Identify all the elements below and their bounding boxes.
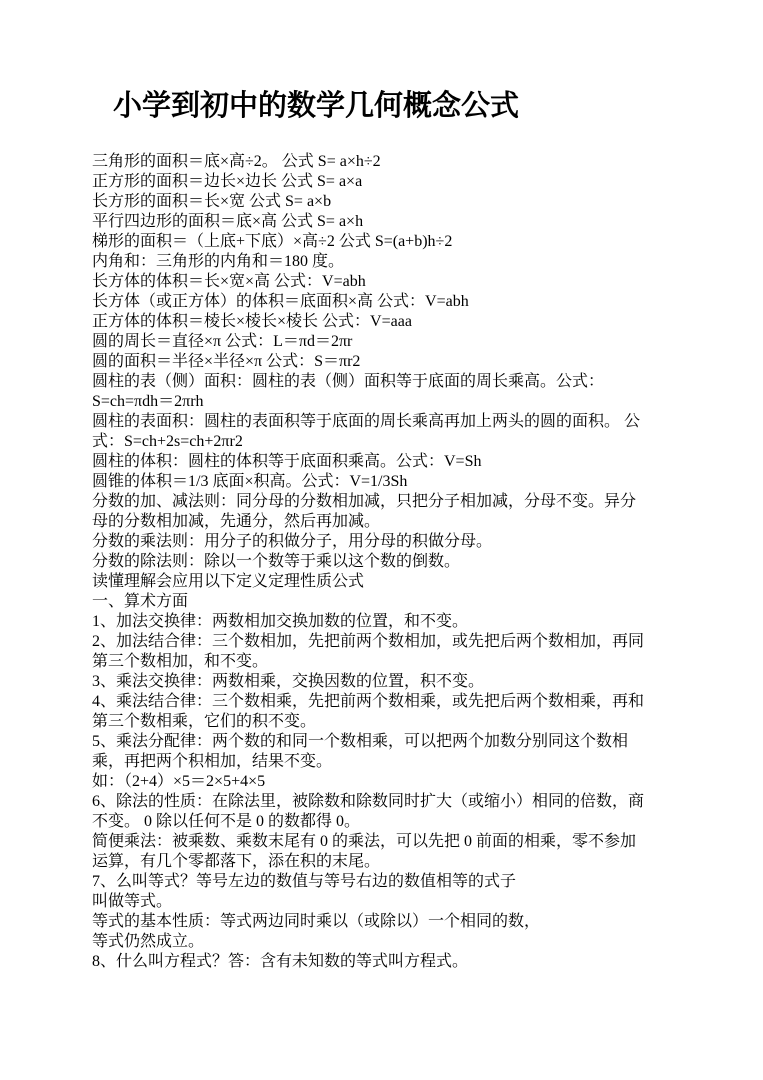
text-line: 圆锥的体积＝1/3 底面×积高。公式：V=1/3Sh [92,473,408,490]
text-line: 正方体的体积＝棱长×棱长×棱长 公式：V=aaa [92,313,412,330]
text-line: 运算，有几个零都落下，添在积的末尾。 [92,853,381,870]
text-line: 1、加法交换律：两数相加交换加数的位置，和不变。 [92,613,469,630]
text-line: 圆柱的体积：圆柱的体积等于底面积乘高。公式：V=Sh [92,453,482,470]
text-line: 正方形的面积＝边长×边长 公式 S= a×a [92,173,363,190]
text-line: 三角形的面积＝底×高÷2。 公式 S= a×h÷2 [92,153,381,170]
text-line: 6、除法的性质：在除法里，被除数和除数同时扩大（或缩小）相同的倍数，商 [92,793,645,810]
text-line: 分数的除法则：除以一个数等于乘以这个数的倒数。 [92,553,461,570]
text-line: 梯形的面积＝（上底+下底）×高÷2 公式 S=(a+b)h÷2 [92,233,453,250]
page-title: 小学到初中的数学几何概念公式 [113,90,520,122]
text-line: 圆柱的表面积：圆柱的表面积等于底面的周长乘高再加上两头的圆的面积。 公 [92,413,641,430]
text-line: 等式的基本性质：等式两边同时乘以（或除以）一个相同的数， [92,913,541,930]
text-line: S=ch=πdh＝2πrh [92,393,204,410]
text-line: 内角和：三角形的内角和＝180 度。 [92,253,345,270]
text-line: 3、乘法交换律：两数相乘，交换因数的位置，积不变。 [92,673,485,690]
text-line: 8、什么叫方程式？答：含有未知数的等式叫方程式。 [92,953,469,970]
text-line: 长方体（或正方体）的体积＝底面积×高 公式：V=abh [92,293,469,310]
text-line: 如：（2+4）×5＝2×5+4×5 [92,773,266,790]
text-line: 一、算术方面 [92,593,189,610]
text-line: 5、乘法分配律：两个数的和同一个数相乘，可以把两个加数分别同这个数相 [92,733,629,750]
text-line: 圆的面积＝半径×半径×π 公式：S＝πr2 [92,353,361,370]
text-line: 等式仍然成立。 [92,933,205,950]
text-line: 平行四边形的面积＝底×高 公式 S= a×h [92,213,364,230]
text-line: 第三个数相加，和不变。 [92,653,269,670]
text-line: 简便乘法：被乘数、乘数末尾有 0 的乘法，可以先把 0 前面的相乘，零不参加 [92,833,637,850]
text-line: 圆柱的表（侧）面积：圆柱的表（侧）面积等于底面的周长乘高。公式： [92,373,605,390]
text-line: 长方形的面积＝长×宽 公式 S= a×b [92,193,332,210]
text-line: 2、加法结合律：三个数相加，先把前两个数相加，或先把后两个数相加，再同 [92,633,645,650]
text-line: 不变。 0 除以任何不是 0 的数都得 0。 [92,813,361,830]
text-line: 圆的周长＝直径×π 公式：L＝πd＝2πr [92,333,353,350]
text-line: 4、乘法结合律：三个数相乘，先把前两个数相乘，或先把后两个数相乘，再和 [92,693,645,710]
text-line: 式：S=ch+2s=ch+2πr2 [92,433,243,450]
text-line: 分数的加、减法则：同分母的分数相加减，只把分子相加减，分母不变。异分 [92,493,637,510]
document-body [92,152,692,972]
text-line: 叫做等式。 [92,893,173,910]
text-line: 乘，再把两个积相加，结果不变。 [92,753,333,770]
text-line: 读懂理解会应用以下定义定理性质公式 [92,573,365,590]
text-line: 分数的乘法则：用分子的积做分子，用分母的积做分母。 [92,533,493,550]
text-line: 7、么叫等式？等号左边的数值与等号右边的数值相等的式子 [92,873,517,890]
text-line: 母的分数相加减，先通分，然后再加减。 [92,513,381,530]
text-line: 长方体的体积＝长×宽×高 公式：V=abh [92,273,366,290]
text-line: 第三个数相乘，它们的积不变。 [92,713,317,730]
